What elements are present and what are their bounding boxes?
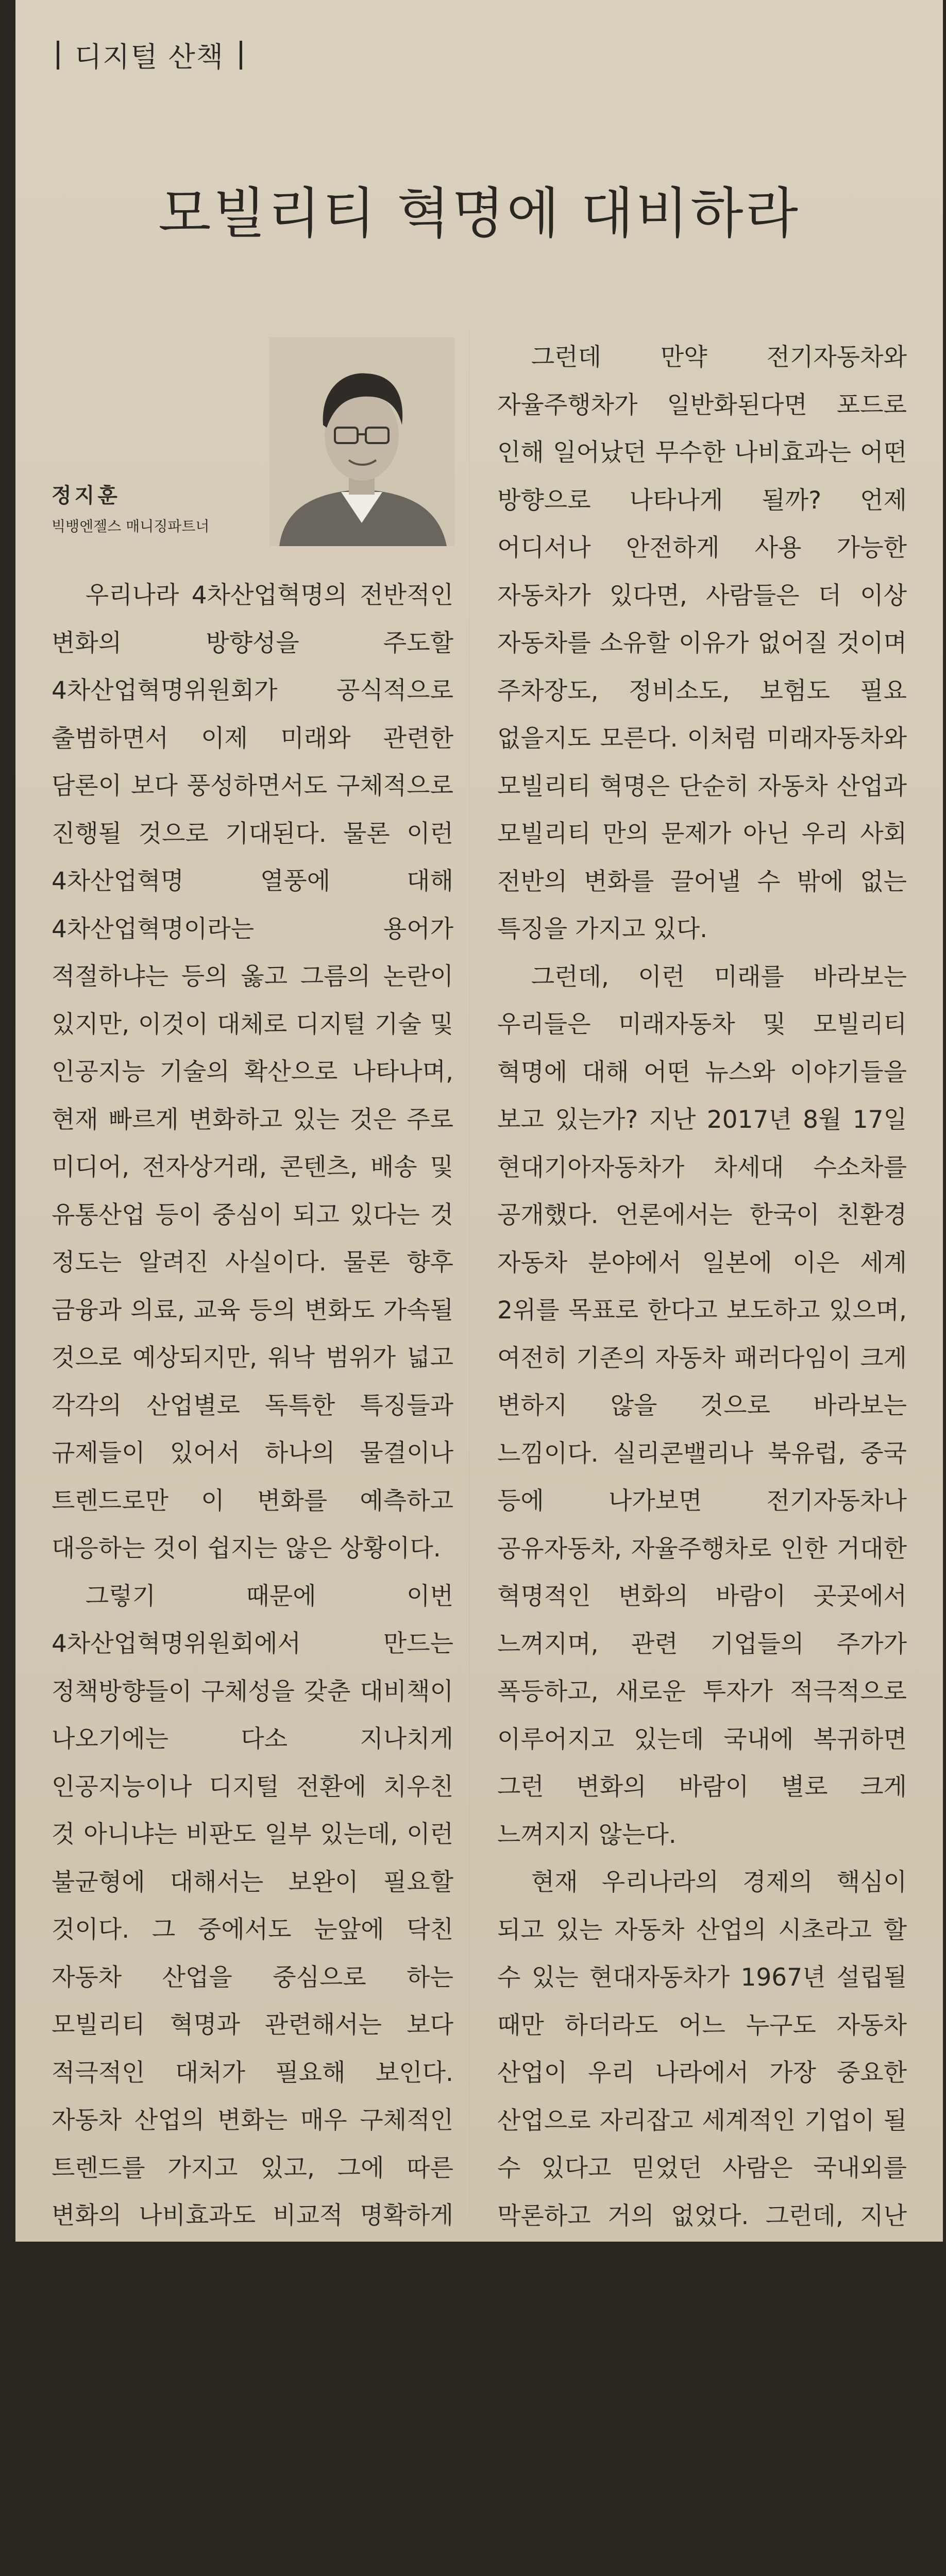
header-bar-left <box>57 41 59 70</box>
author-portrait-illustration <box>269 337 454 546</box>
newspaper-page <box>15 0 943 2242</box>
author-name: 정지훈 <box>52 479 121 509</box>
section-label: 디지털 산책 <box>75 35 224 75</box>
article-paragraph: 그런데 만약 전기자동차와 자율주행차가 일반화된다면 포드로 인해 일어났던 무수한 나비효과는 어떤 방향으로 나타나게 될까? 언제 어디서나 안전하게 사용 가능한 자동차가 있다면, 사람들은 더 이상 자동차를 소유할 이유가 없어질 것이며 주차장도, 정비소도, 보험도 필요 없을지도 모른다. 이처럼 미래자동차와 모빌리티 혁명은 단순히 자동차 산업과 모빌리티 만의 문제가 아닌 우리 사회 전반의 변화를 끌어낼 수 밖에 없는 특징을 가지고 있다. <box>497 334 907 954</box>
section-header <box>41 35 258 75</box>
author-role: 빅뱅엔젤스 매니징파트너 <box>52 515 209 536</box>
author-photo <box>269 337 454 546</box>
article-title: 모빌리티 혁명에 대비하라 <box>15 170 943 248</box>
article-column-left <box>52 572 453 2576</box>
article-paragraph: 우리나라 4차산업혁명의 전반적인 변화의 방향성을 주도할 4차산업혁명위원회가 공식적으로 출범하면서 이제 미래와 관련한 담론이 보다 풍성하면서도 구체적으로 진행될 것으로 기대된다. 물론 이런 4차산업혁명 열풍에 대해 4차산업혁명이라는 용어가 적절하냐는 등의 옳고 그름의 논란이 있지만, 이것이 대체로 디지털 기술 및 인공지능 기술의 확산으로 나타나며, 현재 빠르게 변화하고 있는 것은 주로 미디어, 전자상거래, 콘텐츠, 배송 및 유통산업 등이 중심이 되고 있다는 것 정도는 알려진 사실이다. 물론 향후 금융과 의료, 교육 등의 변화도 가속될 것으로 예상되지만, 워낙 범위가 넓고 각각의 산업별로 독특한 특징들과 규제들이 있어서 하나의 물결이나 트렌드로만 이 변화를 예측하고 대응하는 것이 쉽지는 않은 상황이다. <box>52 572 453 1573</box>
article-paragraph: 그런데, 이런 미래를 바라보는 우리들은 미래자동차 및 모빌리티 혁명에 대해 어떤 뉴스와 이야기들을 보고 있는가? 지난 2017년 8월 17일 현대기아자동차가 차세대 수소차를 공개했다. 언론에서는 한국이 친환경 자동차 분야에서 일본에 이은 세계 2위를 목표로 한다고 보도하고 있으며, 여전히 기존의 자동차 패러다임이 크게 변하지 않을 것으로 바라보는 느낌이다. 실리콘밸리나 북유럽, 중국 등에 나가보면 전기자동차나 공유자동차, 자율주행차로 인한 거대한 혁명적인 변화의 바람이 곳곳에서 느껴지며, 관련 기업들의 주가가 폭등하고, 새로운 투자가 적극적으로 이루어지고 있는데 국내에 복귀하면 그런 변화의 바람이 별로 크게 느껴지지 않는다. <box>497 954 907 1859</box>
article-column-right <box>497 334 907 2576</box>
header-bar-right <box>240 41 242 70</box>
article-paragraph: 현재 우리나라의 경제의 핵심이 되고 있는 자동차 산업의 시초라고 할 수 있는 현대자동차가 1967년 설립될 때만 하더라도 어느 누구도 자동차 산업이 우리 나라에서 가장 중요한 산업으로 자리잡고 세계적인 기업이 될 수 있다고 믿었던 사람은 국내외를 막론하고 거의 없었다. 그런데, 지난 50년 간 아쉽게도 이런 기적적인 발전의 역사에 지나치게 도취된 나머지 새로운 혁명적인 변화가 눈앞에 닥쳤음에도 불구하고 그 때의 도전정신과 혁명적인 시도를 했던 씨앗들은 모두 증발해 버리고, 별로 바뀔 것이 없을 것이라는 안이한 <box>497 1859 907 2576</box>
article-paragraph: 그렇기 때문에 이번 4차산업혁명위원회에서 만드는 정책방향들이 구체성을 갖춘 대비책이 나오기에는 다소 지나치게 인공지능이나 디지털 전환에 치우친 것 아니냐는 비판도 일부 있는데, 이런 불균형에 대해서는 보완이 필요할 것이다. 그 중에서도 눈앞에 닥친 자동차 산업을 중심으로 하는 모빌리티 혁명과 관련해서는 보다 적극적인 대처가 필요해 보인다. 자동차 산업의 변화는 매우 구체적인 트렌드를 가지고 있고, 그에 따른 변화의 나비효과도 비교적 명확하게 예측이 되고 있으며, 산업혁명과 연관된 기술의 역사의 측면에서도 이미 커다란 교훈을 인류에게 남긴 바 있다. 20세기 초반 포드가 일으킨 자동차 산업 '혁신의 나비효과'는 어마어마해서 철강산업의 부흥과 주유소 인프라의 건설확대와 거대 <box>52 1573 453 2576</box>
